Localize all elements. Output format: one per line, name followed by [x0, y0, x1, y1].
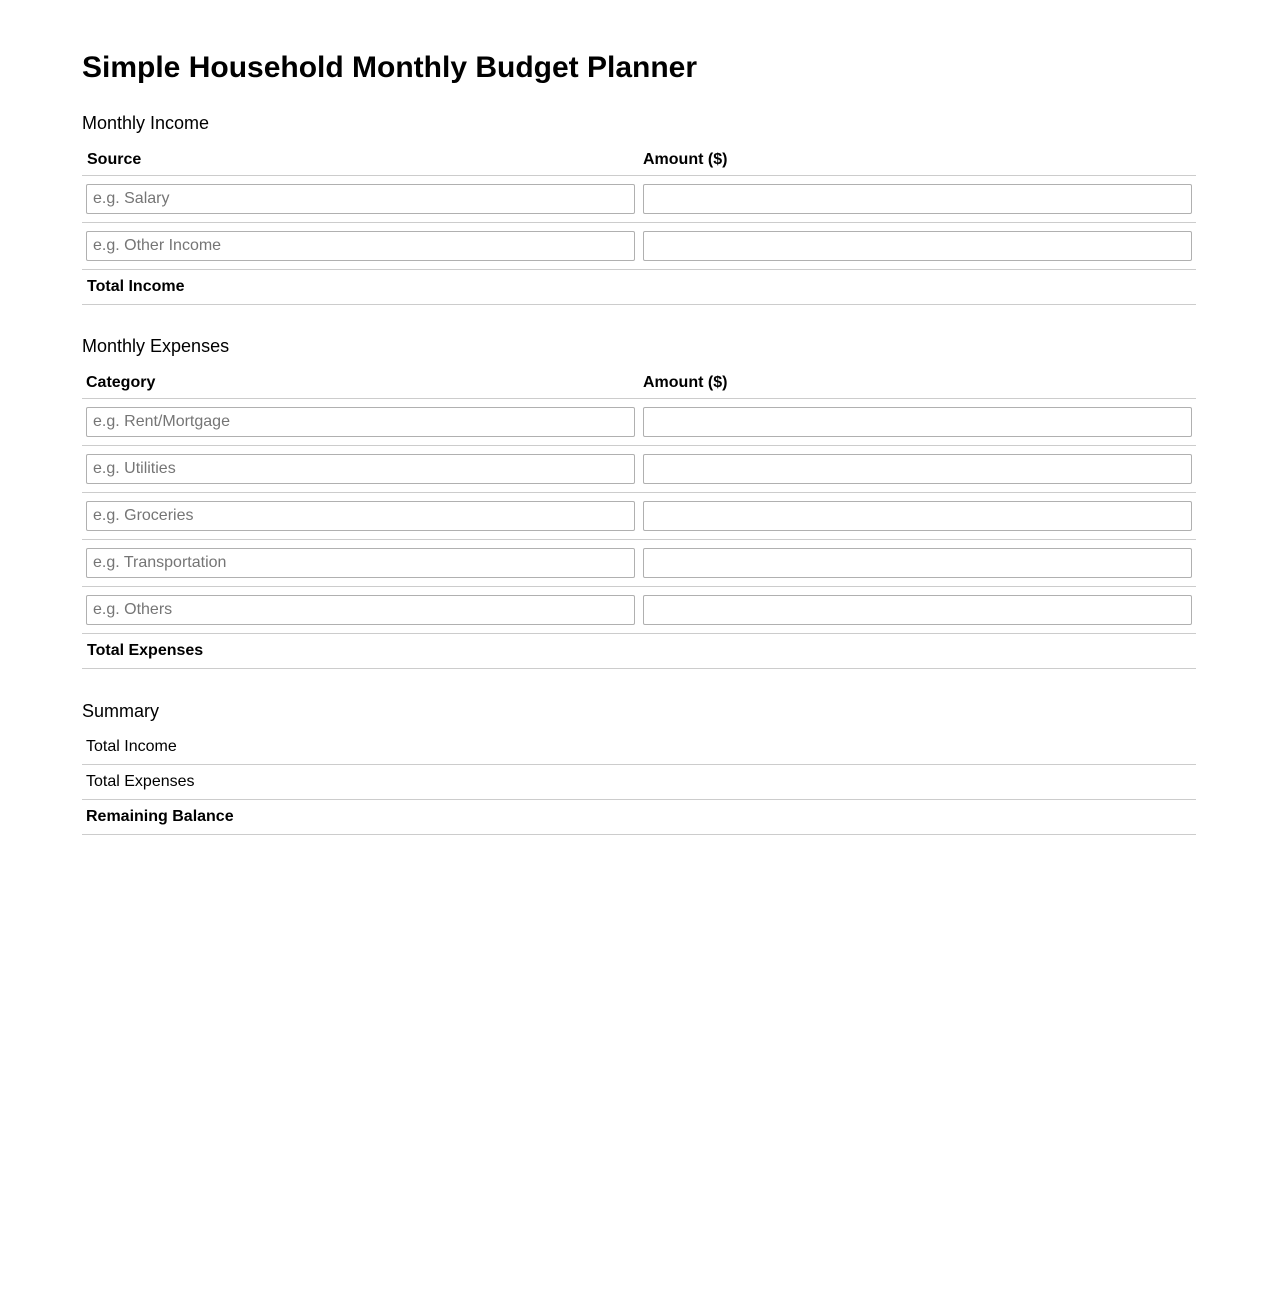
- income-source-input[interactable]: [86, 231, 635, 261]
- expense-row: [82, 399, 1196, 446]
- expenses-total-row: [82, 634, 1196, 669]
- income-table: [82, 142, 1196, 305]
- total-income-value: [639, 270, 1196, 305]
- total-expenses-value: [639, 634, 1196, 669]
- expense-category-input[interactable]: [86, 548, 635, 578]
- expense-row: [82, 446, 1196, 493]
- summary-total-income-value: [639, 730, 1196, 765]
- expense-row: [82, 587, 1196, 634]
- income-section-title: Monthly Income: [82, 113, 210, 133]
- income-source-input[interactable]: [86, 184, 635, 214]
- remaining-balance-value: [639, 800, 1196, 835]
- income-row: [82, 176, 1196, 223]
- expense-amount-input[interactable]: [643, 595, 1192, 625]
- summary-total-expenses-label: Total Expenses: [82, 765, 639, 800]
- income-row: [82, 223, 1196, 270]
- total-expenses-label: Total Expenses: [82, 634, 639, 669]
- income-total-row: [82, 270, 1196, 305]
- expense-category-input[interactable]: [86, 407, 635, 437]
- summary-total-expenses-value: [639, 765, 1196, 800]
- income-amount-input[interactable]: [643, 231, 1192, 261]
- expense-amount-input[interactable]: [643, 548, 1192, 578]
- expense-row: [82, 493, 1196, 540]
- expenses-col-category: Category: [82, 365, 639, 399]
- expense-amount-input[interactable]: [643, 454, 1192, 484]
- summary-income-row: [82, 730, 1196, 765]
- expenses-header-row: [82, 365, 1196, 399]
- remaining-balance-label: Remaining Balance: [82, 800, 639, 835]
- income-header-row: [82, 142, 1196, 176]
- expense-category-input[interactable]: [86, 454, 635, 484]
- summary-table: [82, 730, 1196, 835]
- expenses-col-amount: Amount ($): [639, 365, 1196, 399]
- income-amount-input[interactable]: [643, 184, 1192, 214]
- income-col-amount: Amount ($): [639, 142, 1196, 176]
- summary-section-title: Summary: [82, 701, 160, 721]
- income-col-source: Source: [82, 142, 639, 176]
- page-title: Simple Household Monthly Budget Planner: [82, 51, 698, 84]
- expense-row: [82, 540, 1196, 587]
- summary-total-income-label: Total Income: [82, 730, 639, 765]
- expenses-section-title: Monthly Expenses: [82, 336, 230, 356]
- summary-balance-row: [82, 800, 1196, 835]
- expense-amount-input[interactable]: [643, 407, 1192, 437]
- total-income-label: Total Income: [82, 270, 639, 305]
- expense-category-input[interactable]: [86, 501, 635, 531]
- expense-amount-input[interactable]: [643, 501, 1192, 531]
- expense-category-input[interactable]: [86, 595, 635, 625]
- expenses-table: [82, 365, 1196, 669]
- summary-expenses-row: [82, 765, 1196, 800]
